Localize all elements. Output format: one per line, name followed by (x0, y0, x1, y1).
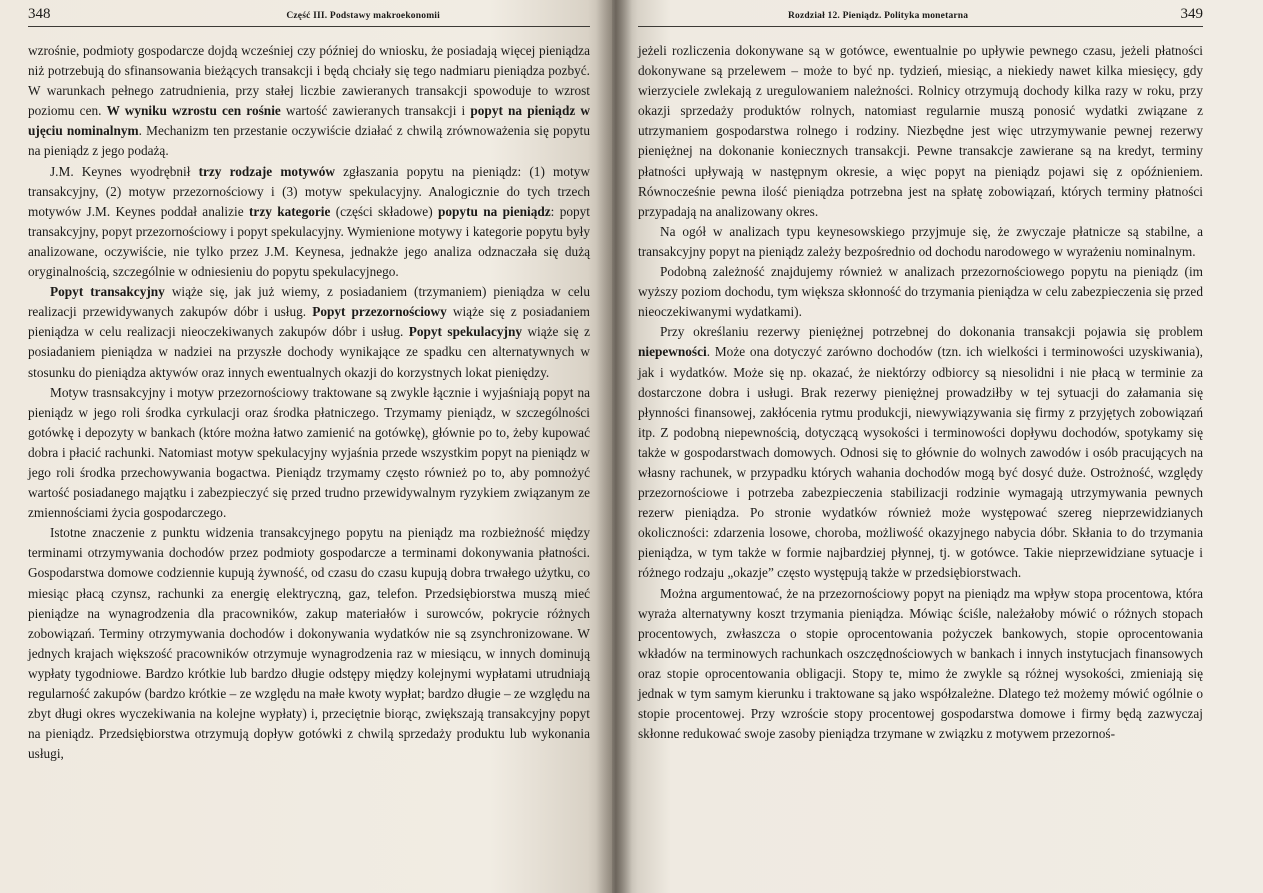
text-run: Na ogół w analizach typu keynesowskiego przyjmuje się, że zwyczaje płatnicze są stabilne, a transakcyjny popyt na pieniądz zależy bezpośrednio od dochodu narodowego w wyrażeniu nominalnym. (638, 223, 1203, 259)
text-run: Motyw trasnsakcyjny i motyw przezornościowy traktowane są zwykle łącznie i wyjaśniają popyt na pieniądz w jego roli środka cyrkulacji oraz środka płatniczego. Trzymamy pieniądz, w szczególności gotówkę i depozyty w bankach (które można łatwo zamienić na gotówkę), głównie po to, żeby kupować dobra i płacić rachunki. Natomiast motyw spekulacyjny wyjaśnia przede wszystkim popyt na pieniądz w jego roli środka przechowywania bogactwa. Pieniądz trzymamy często również po to, aby pomnożyć wartość posiadanego majątku i zabezpieczyć się przed trudno przewidywalnym ryzykiem związanym ze zmiennościami życia gospodarczego. (28, 384, 590, 521)
text-run: Przy określaniu rezerwy pieniężnej potrzebnej do dokonania transakcji pojawia się problem (660, 324, 1203, 340)
bold-term: Popyt spekulacyjny (408, 324, 523, 340)
text-run: jeżeli rozliczenia dokonywane są w gotówce, ewentualnie po upływie pewnego czasu, jeżeli płatności dokonywane są przelewem – może to być np. tydzień, miesiąc, a niekiedy nawet kilka miesięcy, gdy wierzyciele zwlekają z uregulowaniem należności. Rolnicy otrzymują dochody kilka razy w roku, przy okazji sprzedaży produktów rolnych, natomiast regularnie muszą ponosić wydatki związane z utrzymaniem gospodarstwa rolnego i rodziny. Niezbędne jest więc utrzymywanie pewnej rezerwy pieniężnej na dokonanie koniecznych transakcji. Pewne transakcje zawierane są na kredyt, terminy płatności upływają w następnym okresie, a więc popyt na pieniądz pojawi się z opóźnieniem. Równocześnie pewna ilość pieniądza potrzebna jest na spłatę zobowiązań, których terminy płatności przypadają na analizowany okres. (638, 43, 1203, 219)
text-run: : popyt transakcyjny, popyt przezornościowy i popyt spekulacyjny. Wymienione motywy i kategorie popytu były analizowane, oczywiście, nie tylko przez J.M. Keynesa, jednakże jego analiza odznaczała się dużą oryginalnością, szczególnie w odniesieniu do popytu spekulacyjnego. (28, 203, 591, 280)
right-running-title: Rozdział 12. Pieniądz. Polityka monetarna (788, 11, 969, 21)
paragraph (28, 383, 590, 524)
text-run: wiąże się, jak już wiemy, z posiadaniem (trzymaniem) pieniądza w celu realizacji przewidywanych zakupów dóbr i usług. (28, 284, 590, 320)
left-body-text (28, 41, 590, 764)
bold-term: niepewności (638, 344, 707, 360)
bold-term: trzy kategorie (248, 203, 331, 219)
paragraph (638, 222, 1203, 262)
paragraph (28, 282, 590, 382)
text-run: wartość zawieranych transakcji i (280, 103, 471, 119)
bold-term: popyt na pieniądz w ujęciu nominalnym (28, 103, 590, 139)
left-running-title: Część III. Podstawy makroekonomii (286, 11, 440, 21)
bold-term: trzy rodzaje motywów (198, 163, 335, 179)
left-page-number: 348 (28, 6, 51, 22)
text-run: . Może ona dotyczyć zarówno dochodów (tzn. ich wielkości i terminowości uzyskiwania), jak i wydatków. Może się np. okazać, że niektórzy odbiorcy są niesolidni i nie płacą w terminie za dostarczone dobra i usługi. Brak rezerwy pieniężnej prowadziłby w tej sytuacji do załamania się płynności finansowej, zakłócenia rytmu produkcji, niewywiązywania się firmy z przyjętych zobowiązań itp. Z podobną niepewnością, dotyczącą wysokości i terminowości dopływu dochodów, spotykamy się także w gospodarstwach domowych. Odnosi się to głównie do wolnych zawodów i osób pracujących na własny rachunek, w przypadku których wahania dochodów mogą być dosyć duże. Ostrożność, względy przezornościowe i potrzeba zabezpieczenia stabilizacji rodzinie wymagają utrzymywania pewnych rezerw pieniądza. Po stronie wydatków również może występować szereg nieprzewidzianych okoliczności: zdarzenia losowe, choroba, możliwość okazyjnego nabycia dóbr. Skłania to do trzymania pieniądza, w tym także w formie najbardziej płynnej, tj. w gotówce. Takie nieprzewidziane sytuacje i różnego rodzaju „okazje” często występują także w przedsiębiorstwach. (638, 344, 1203, 581)
text-run: wzrośnie, podmioty gospodarcze dojdą wcześniej czy później do wniosku, że posiadają więcej pieniądza niż potrzebują do sfinansowania bieżących transakcji i będą chciały się tego nadmiaru pieniądza pozbyć. W warunkach pełnego zatrudnienia, przy stałej liczbie zawieranych transakcji spowoduje to wzrost poziomu cen. (28, 43, 590, 119)
right-page-number: 349 (1180, 6, 1203, 22)
left-page (0, 0, 612, 893)
text-run: J.M. Keynes wyodrębnił (50, 163, 199, 179)
right-running-head (638, 6, 1203, 27)
text-run: wiąże się z posiadaniem pieniądza w nadziei na przyszłe dochody wynikające ze spadku cen alternatywnych w stosunku do pieniądza aktywów oraz innych ewentualnych okazji do korzystnych lokat pieniędzy. (28, 324, 590, 380)
paragraph (638, 584, 1203, 745)
paragraph (638, 322, 1203, 583)
text-run: . Mechanizm ten przestanie oczywiście działać z chwilą zrównoważenia się popytu na pieniądz z jego podażą. (28, 123, 590, 159)
paragraph (638, 262, 1203, 322)
text-run: Istotne znaczenie z punktu widzenia transakcyjnego popytu na pieniądz ma rozbieżność między terminami otrzymywania dochodów przez podmioty gospodarcze a terminami dokonywania płatności. Gospodarstwa domowe codziennie kupują żywność, od czasu do czasu kupują dobra trwałego użytku, co miesiąc płacą czynsz, rachunki za energię elektryczną, gaz, telefon. Przedsiębiorstwa muszą mieć pieniądze na wynagrodzenia dla pracowników, zakup materiałów i surowców, pokrycie różnych zobowiązań. Terminy otrzymywania dochodów i dokonywania wydatków nie są zsynchronizowane. W jednych krajach większość pracowników otrzymuje wynagrodzenia raz w miesiącu, w innych dominują wypłaty tygodniowe. Bardzo krótkie lub bardzo długie odstępy między kolejnymi wypłatami utrudniają regularność zakupów (bardzo krótkie – ze względu na małe kwoty wypłat; bardzo długie – ze względu na zbyt długi okres wyczekiwania na kolejne wypłaty) i, przeciętnie biorąc, zwiększają transakcyjny popyt na pieniądz. Przedsiębiorstwa otrzymują dopływ gotówki z chwilą sprzedaży produktu lub wykonania usługi, (28, 525, 590, 762)
right-body-text (638, 41, 1203, 744)
bold-term: Popyt transakcyjny (50, 284, 165, 300)
text-run: zgłaszania popytu na pieniądz: (1) motyw transakcyjny, (2) motyw przezornościowy i (3) motyw spekulacyjny. Analogicznie do tych trzech motywów J.M. Keynes poddał analizie (28, 163, 590, 219)
paragraph (638, 41, 1203, 222)
text-run: wiąże się z posiadaniem pieniądza w celu realizacji nieoczekiwanych zakupów dóbr i usług. (28, 304, 590, 340)
text-run: (części składowe) (330, 203, 438, 219)
left-running-head (28, 6, 590, 27)
bold-term: W wyniku wzrostu cen rośnie (106, 103, 281, 119)
text-run: Podobną zależność znajdujemy również w analizach przezornościowego popytu na pieniądz (im wyższy poziom dochodu, tym większa skłonność do trzymania pieniądza w celu zabezpieczenia się przed nieoczekiwanymi wydatkami). (638, 264, 1203, 320)
bold-term: Popyt przezornościowy (312, 304, 447, 320)
right-page (612, 0, 1263, 893)
bold-term: popytu na pieniądz (437, 203, 551, 219)
text-run: Można argumentować, że na przezornościowy popyt na pieniądz ma wpływ stopa procentowa, która wyraża alternatywny koszt trzymania pieniądza. Mówiąc ściśle, należałoby mówić o różnych stopach procentowych, zwłaszcza o stopie oprocentowania pożyczek bankowych, stopie oprocentowania wkładów na terminowych rachunkach oszczędnościowych w bankach i innych instytucjach finansowych oraz stopie oprocentowania obligacji. Stopy te, mimo że zwykle są różnej wysokości, zmieniają się jednak w tym samym kierunku i traktowane są jako współzależne. Dlatego też możemy mówić ogólnie o stopie procentowej. Przy wzroście stopy procentowej gospodarstwa domowe i firmy będą zazwyczaj skłonne redukować swoje zasoby pieniądza trzymane w związku z motywem przezornoś- (638, 585, 1203, 742)
paragraph (28, 523, 590, 764)
paragraph (28, 41, 590, 162)
paragraph (28, 162, 590, 283)
